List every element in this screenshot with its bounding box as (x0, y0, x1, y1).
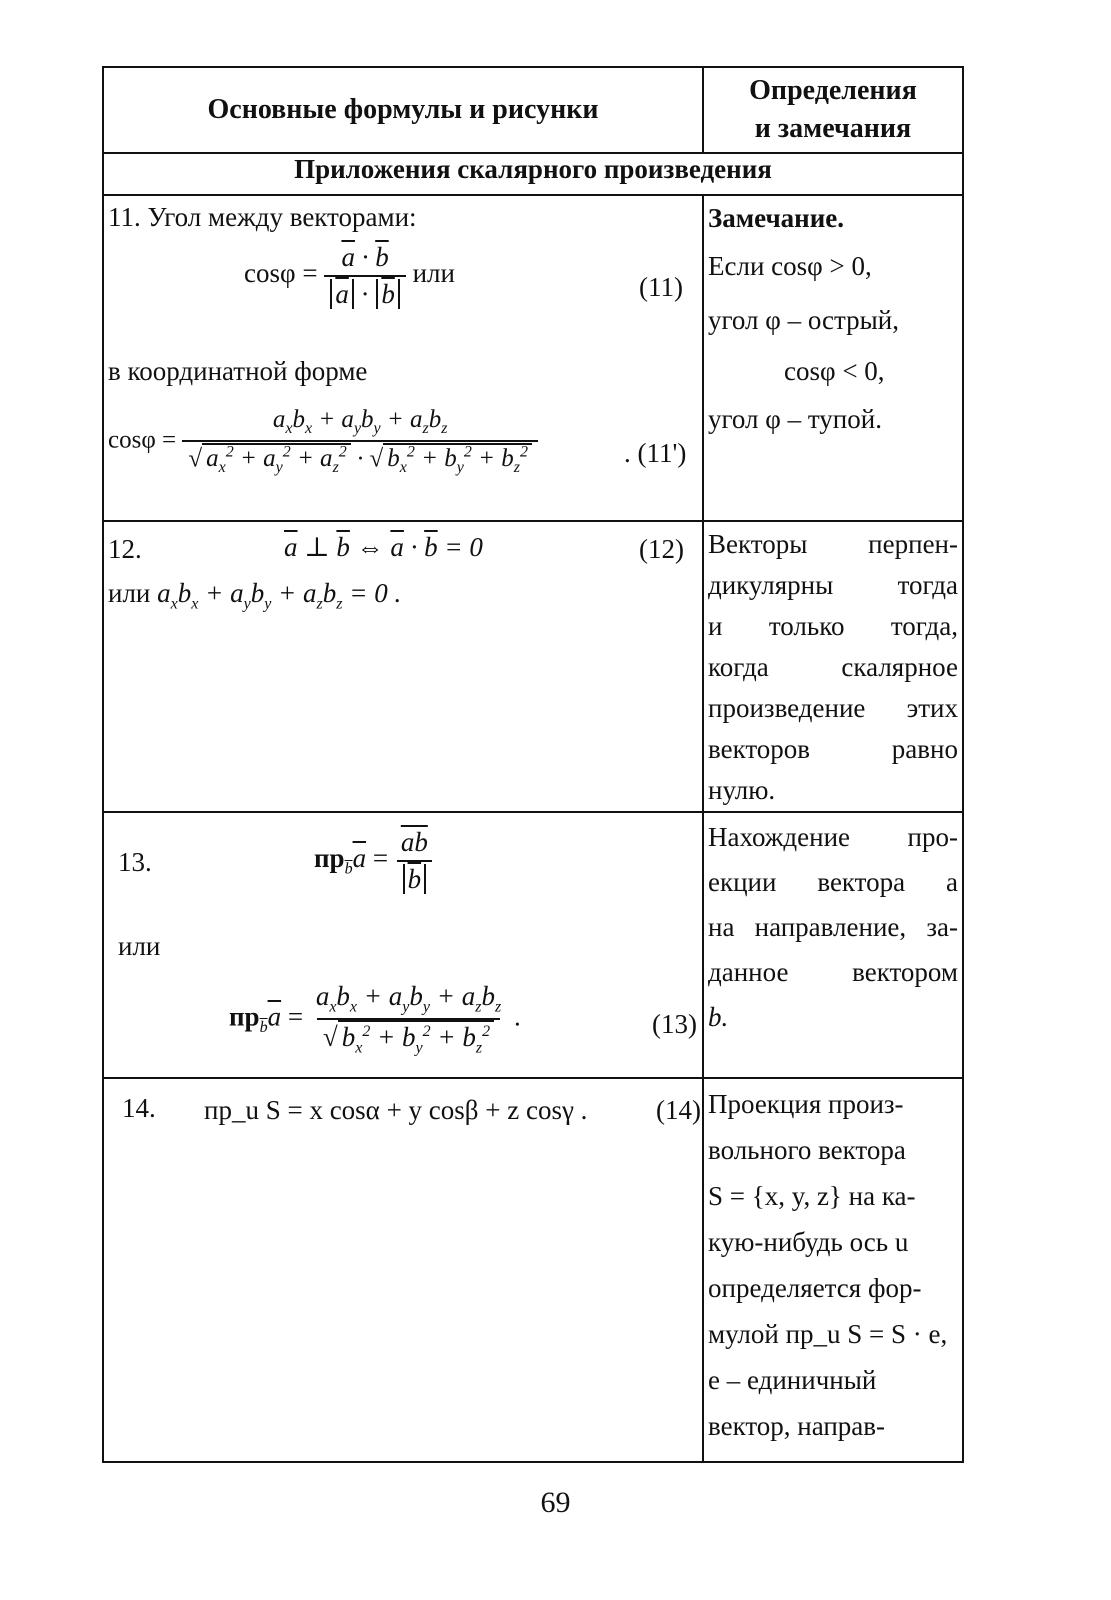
row11-number: 11. (108, 202, 141, 232)
row11-tag2: . (11') (624, 438, 687, 468)
row11-formulas (103, 195, 703, 521)
header-definitions (703, 67, 963, 153)
table-header-row (103, 67, 963, 153)
table-row (103, 195, 963, 521)
row12-formula: $\overline{a}$ ⊥ $\overline{b}$ ⇔ $\overline{a} \cdot \overline{b} = 0$ (284, 532, 483, 562)
row12-tag: (12) (639, 534, 684, 564)
row13-note-line3: на направление, за- (708, 912, 958, 942)
row12-note-line4: когда скалярное (708, 652, 958, 682)
row14-note-line4: кую-нибудь ось u (708, 1227, 909, 1257)
row11-notes (703, 195, 963, 521)
row11-intro-text: Угол между векторами: (147, 202, 417, 232)
row13-notes (703, 812, 963, 1078)
row11-note-line1: Если cosφ > 0, (708, 251, 872, 281)
table-row (103, 521, 963, 812)
row14-formula: пр_u S = x cosα + y cosβ + z cosγ . (204, 1095, 588, 1125)
row14-note-line5: определяется фор- (708, 1273, 922, 1303)
table-row (103, 812, 963, 1078)
row12-note (704, 522, 962, 811)
row12-note-line3: и только тогда, (708, 611, 958, 641)
row13-note-line1: Нахождение про- (708, 822, 958, 852)
row14-notes (703, 1078, 963, 1462)
row11-note-title: Замечание. (708, 203, 845, 233)
row12-note-line1: Векторы перпен- (708, 529, 958, 559)
row13-or: или (118, 931, 161, 961)
section-title: Приложения скалярного произведения (103, 153, 963, 195)
row11-formula-vector: cosφ = $\frac{\overline{a} \cdot \overline{b}}{\overline{a} \cdot \overline{b}}$ или (244, 242, 455, 309)
row12-notes (703, 521, 963, 812)
section-row (103, 153, 963, 195)
row14-number: 14. (122, 1093, 156, 1123)
row11-coord-label: в координатной форме (108, 356, 368, 386)
row11-formula-coord: cosφ = $\frac{a_xb_x + a_yb_y + a_zb_z}{√ a_x^2 + a_y^2 + a_z^2 \cdot √ b_x^2 + b_y^2 + b_z^2}$ (108, 406, 538, 477)
row14-note-line7: e – единичный (708, 1365, 877, 1395)
row13-formula-vector: $пр_{\overline{b}}\overline{a}$ = $\frac{\overline{ab}}{b}$ (314, 827, 434, 895)
row12-or: или (108, 578, 151, 608)
row14-formulas (103, 1078, 703, 1462)
row14-note (704, 1079, 962, 1449)
row12-note-line7: нулю. (708, 775, 776, 805)
row11-note-line2: угол φ – острый, (708, 305, 899, 335)
row14-note-line6: мулой пр_u S = S · e, (708, 1319, 948, 1349)
row14-tag: (14) (656, 1095, 701, 1125)
page-number: 69 (540, 1486, 571, 1519)
row11-note-line3: cosφ < 0, (784, 356, 885, 386)
row11-or: или (412, 258, 455, 289)
row12-note-line6: векторов равно (708, 734, 958, 764)
row14-note-line1: Проекция произ- (708, 1089, 904, 1119)
header-definitions-line1: Определения (749, 75, 917, 106)
row13-note-line4: данное вектором (708, 957, 958, 987)
row11-intro (108, 202, 417, 233)
row11-tag: (11) (639, 272, 683, 302)
row13-formula-coord: $пр_{\overline{b}}\overline{a}$ = $\frac{a_xb_x + a_yb_y + a_zb_z}{√ b_x^2 + b_y^2 + b_z^2}$ . (229, 981, 521, 1057)
header-formulas: Основные формулы и рисунки (103, 67, 703, 153)
row14-note-line2: вольного вектора (708, 1135, 906, 1165)
row14-note-line3: S = {x, y, z} на ка- (708, 1181, 916, 1211)
row12-note-line2: дикулярны тогда (708, 570, 958, 600)
row12-number: 12. (108, 534, 142, 564)
formula-table (102, 66, 964, 1463)
row11-note (704, 196, 962, 443)
row12-formulas (103, 521, 703, 812)
row13-tag: (13) (652, 1009, 697, 1039)
row13-number: 13. (118, 847, 152, 877)
row12-note-line5: произведение этих (708, 693, 958, 723)
row13-note-line2: екции вектора a (708, 867, 958, 897)
row13-formulas (103, 812, 703, 1078)
row11-note-line4: угол φ – тупой. (708, 404, 882, 434)
row13-note (704, 813, 962, 1040)
row13-note-line5: b. (708, 1002, 729, 1032)
table-row (103, 1078, 963, 1462)
row12-formula-coord: или $a_xb_x + a_yb_y + a_zb_z = 0$ . (108, 578, 402, 613)
header-definitions-line2: и замечания (754, 113, 912, 144)
row14-note-line8: вектор, направ- (708, 1411, 886, 1441)
